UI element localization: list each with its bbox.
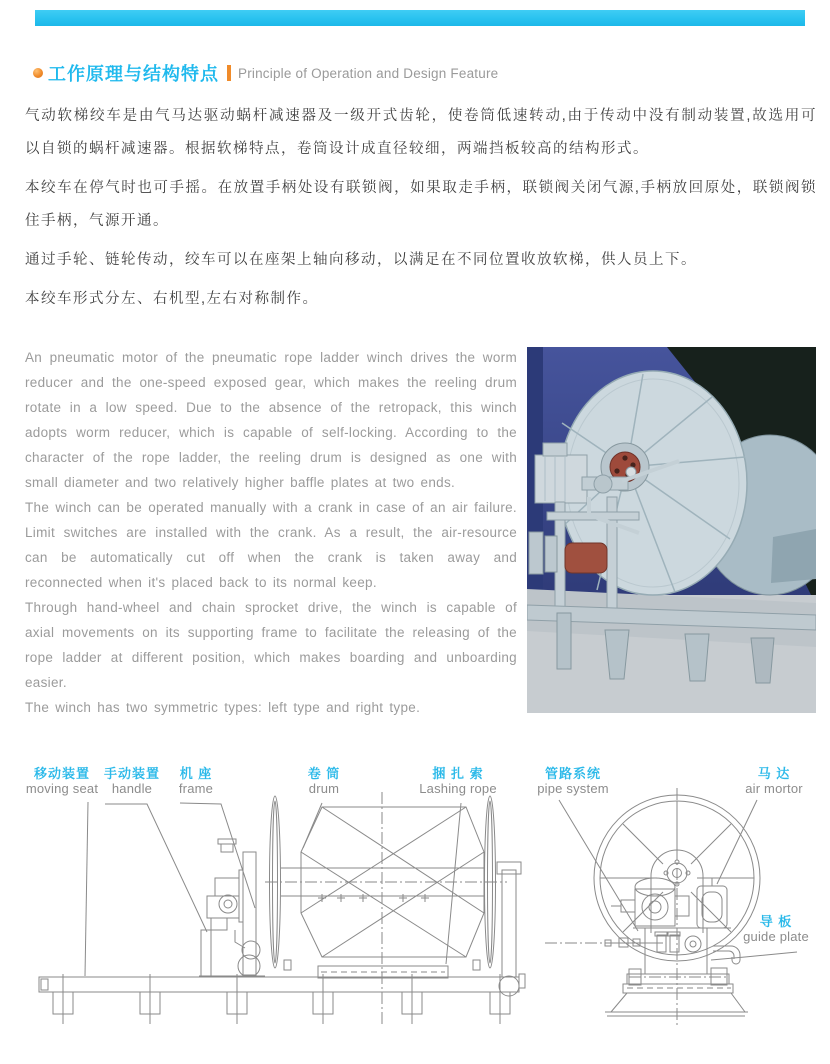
divider-bar-icon bbox=[227, 65, 231, 81]
label-en: air mortor bbox=[745, 781, 803, 796]
label-zh: 机 座 bbox=[179, 766, 213, 781]
description-paragraph: The winch has two symmetric types: left type and right type. bbox=[25, 700, 421, 715]
english-description bbox=[25, 345, 517, 720]
bullet-icon bbox=[33, 68, 43, 78]
label-zh: 马 达 bbox=[757, 766, 791, 781]
label-zh: 手动装置 bbox=[103, 766, 160, 781]
intro-paragraph: 本绞车在停气时也可手摇。在放置手柄处设有联锁阀，如果取走手柄，联锁阀关闭气源,手柄放回原处，联锁阀锁住手柄，气源开通。 bbox=[25, 180, 817, 229]
intro-paragraph: 通过手轮、链轮传动，绞车可以在座架上轴向移动，以满足在不同位置收放软梯，供人员上下。 bbox=[25, 252, 697, 268]
label-en: Lashing rope bbox=[419, 781, 497, 796]
label-zh: 捆 扎 索 bbox=[432, 766, 484, 781]
label-zh: 卷 筒 bbox=[307, 766, 341, 781]
label-en: frame bbox=[178, 781, 214, 796]
intro-paragraph: 气动软梯绞车是由气马达驱动蜗杆减速器及一级开式齿轮，使卷筒低速转动,由于传动中没有制动装置,故选用可以自锁的蜗杆减速器。根据软梯特点，卷筒设计成直径较细，两端挡板较高的结构形式。 bbox=[25, 108, 817, 157]
label-en: moving seat bbox=[25, 781, 99, 796]
end-view-diagram bbox=[545, 788, 830, 1035]
description-paragraph: An pneumatic motor of the pneumatic rope ladder winch drives the worm reducer and the one-speed exposed gear, which makes the reeling drum rotate in a low speed. Due to the absence of the retropack, this winch adopts worm reducer, which is capable of self-locking. According to the character of the rope ladder, the reeling drum is designed as one with small diameter and two relatively higher baffle plates at two ends. bbox=[25, 350, 517, 490]
intro-paragraph: 本绞车形式分左、右机型,左右对称制作。 bbox=[25, 291, 319, 307]
side-view-diagram bbox=[25, 790, 540, 1030]
section-title-zh: 工作原理与结构特点 bbox=[48, 64, 219, 84]
label-zh: 导 板 bbox=[759, 914, 793, 929]
top-accent-bar bbox=[35, 10, 805, 26]
description-paragraph: Through hand-wheel and chain sprocket drive, the winch is capable of axial movements on its supporting frame to facilitate the releasing of the rope ladder at different position, which makes boarding and unboarding easier. bbox=[25, 600, 517, 690]
section-title-en: Principle of Operation and Design Feature bbox=[238, 65, 499, 81]
description-paragraph: The winch can be operated manually with a crank in case of an air failure. Limit switches are installed with the crank. As a result, the air-resource can be automatically cut off when the crank is taken away and reconnected when it's placed back to its normal keep. bbox=[25, 500, 517, 590]
winch-photo bbox=[527, 347, 816, 713]
chinese-intro bbox=[25, 100, 817, 322]
section-heading bbox=[33, 61, 498, 85]
label-zh: 移动装置 bbox=[33, 766, 90, 781]
label-en: drum bbox=[308, 781, 340, 796]
label-en: pipe system bbox=[537, 781, 609, 796]
label-en: handle bbox=[111, 781, 153, 796]
label-zh: 管路系统 bbox=[544, 766, 601, 781]
label-en: guide plate bbox=[743, 929, 809, 944]
